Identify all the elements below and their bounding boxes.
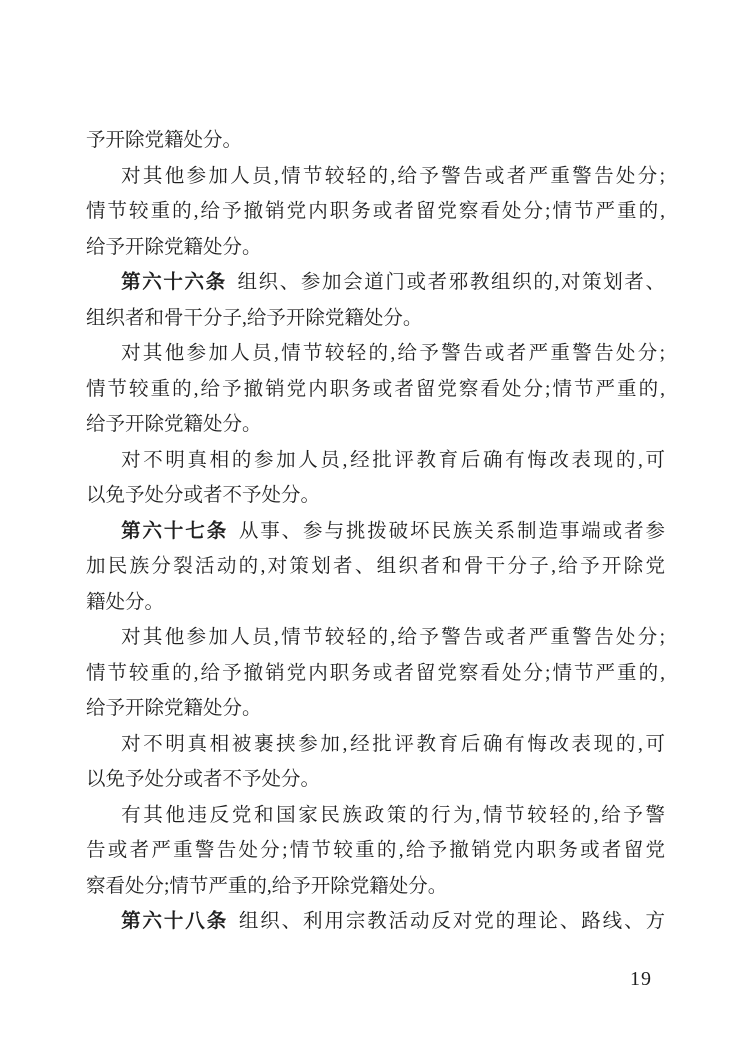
text-line: [86, 372, 665, 408]
line-text: 给予开除党籍处分。: [86, 236, 262, 258]
line-text: 对不明真相被裹挟参加,经批评教育后确有悔改表现的,可: [121, 733, 665, 755]
text-line: [86, 585, 665, 621]
line-text: 籍处分。: [86, 591, 165, 613]
line-text: 予开除党籍处分。: [86, 130, 243, 151]
text-line: [86, 194, 665, 230]
text-line: [86, 478, 665, 514]
page-number: 19: [630, 968, 652, 990]
line-text: 察看处分;情节严重的,给予开除党籍处分。: [86, 875, 448, 897]
text-line: [86, 123, 665, 159]
text-line: [86, 869, 665, 905]
text-line: [86, 443, 665, 479]
line-text: 对其他参加人员,情节较轻的,给予警告或者严重警告处分;: [121, 343, 665, 364]
text-line: [86, 904, 665, 940]
article-number: 第六十七条: [121, 520, 229, 542]
line-text: 情节较重的,给予撤销党内职务或者留党察看处分;情节严重的,: [86, 662, 665, 684]
text-line: [86, 301, 665, 337]
line-text: 组织者和骨干分子,给予开除党籍处分。: [86, 307, 423, 329]
line-text: 组织、参加会道门或者邪教组织的,对策划者、: [237, 272, 665, 293]
text-line: [86, 727, 665, 763]
text-line: [86, 798, 665, 834]
line-text: 给予开除党籍处分。: [86, 698, 262, 719]
text-line: [86, 265, 665, 301]
text-line: [86, 549, 665, 585]
line-text: 对不明真相的参加人员,经批评教育后确有悔改表现的,可: [121, 449, 665, 471]
line-text: 组织、利用宗教活动反对党的理论、路线、方: [238, 911, 665, 932]
line-text: 有其他违反党和国家民族政策的行为,情节较轻的,给予警: [121, 804, 665, 826]
text-line: [86, 691, 665, 727]
article-number: 第六十六条: [121, 272, 227, 293]
line-text: 以免予处分或者不予处分。: [86, 485, 321, 506]
text-line: [86, 159, 665, 195]
line-text: 给予开除党籍处分。: [86, 414, 262, 435]
page-text: [86, 123, 665, 940]
article-number: 第六十八条: [121, 911, 229, 932]
line-text: 从事、参与挑拨破坏民族关系制造事端或者参: [238, 520, 665, 542]
text-line: [86, 514, 665, 550]
text-line: [86, 656, 665, 692]
text-line: [86, 833, 665, 869]
text-line: [86, 336, 665, 372]
text-line: [86, 407, 665, 443]
line-text: 告或者严重警告处分;情节较重的,给予撤销党内职务或者留党: [86, 840, 665, 861]
line-text: 以免予处分或者不予处分。: [86, 769, 321, 790]
text-line: [86, 762, 665, 798]
line-text: 情节较重的,给予撤销党内职务或者留党察看处分;情节严重的,: [86, 201, 665, 222]
text-line: [86, 620, 665, 656]
line-text: 对其他参加人员,情节较轻的,给予警告或者严重警告处分;: [121, 627, 665, 648]
text-line: [86, 230, 665, 266]
line-text: 情节较重的,给予撤销党内职务或者留党察看处分;情节严重的,: [86, 378, 665, 400]
line-text: 对其他参加人员,情节较轻的,给予警告或者严重警告处分;: [121, 165, 665, 187]
line-text: 加民族分裂活动的,对策划者、组织者和骨干分子,给予开除党: [86, 556, 665, 577]
